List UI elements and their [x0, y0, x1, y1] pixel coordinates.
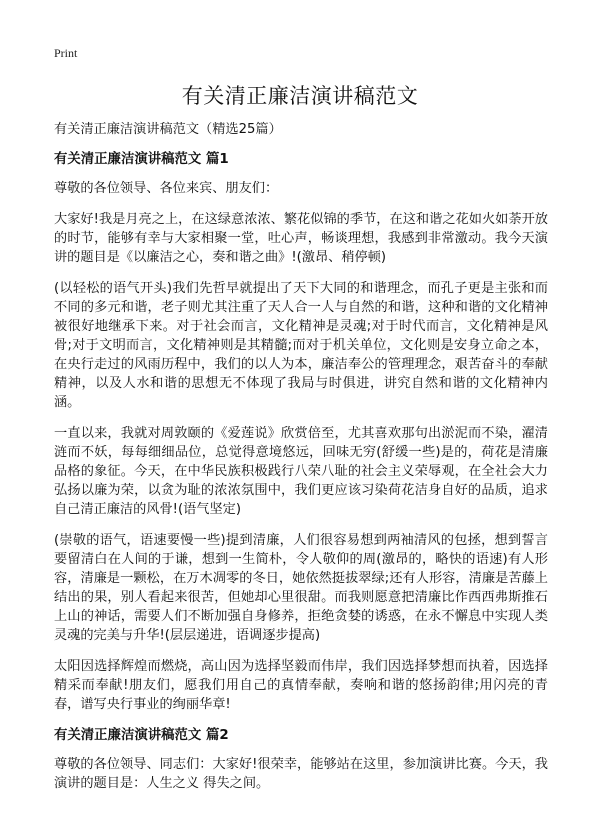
paragraph: 一直以来，我就对周敦颐的《爱莲说》欣赏倍至，尤其喜欢那句出淤泥而不染，濯清涟而不妖，每每细细品位，总觉得意境悠远，回味无穷(舒缓一些)是的，荷花是清廉品格的象征。今天，在中华民族积极践行八荣八耻的社会主义荣辱观，在全社会大力弘扬以廉为荣，以贪为耻的浓浓氛围中，我们更应该习染荷花洁身自好的品质，追求自己清正廉洁的风骨!(语气坚定): [54, 426, 548, 517]
paragraph: 尊敬的各位领导、同志们：大家好!很荣幸，能够站在这里，参加演讲比赛。今天，我演讲的题目是：人生之义 得失之间。: [54, 757, 548, 791]
paragraph: 尊敬的各位领导、各位来宾、朋友们：: [54, 181, 279, 196]
document-title: 有关清正廉洁演讲稿范文: [181, 84, 419, 108]
document-subtitle: 有关清正廉洁演讲稿范文（精选25篇）: [54, 122, 282, 137]
paragraph: (以轻松的语气开头)我们先哲早就提出了天下大同的和谐理念，而孔子更是主张和而不同的多元和谐，老子则尤其注重了天人合一人与自然的和谐，这种和谐的文化精神被很好地继承下来。对于社会而言，文化精神是灵魂;对于时代而言，文化精神是风骨;对于文明而言，文化精神则是其精髓;而对于机关单位，文化则是安身立命之本，在央行走过的风雨历程中，我们的以人为本，廉洁奉公的管理理念，艰苦奋斗的奉献精神，以及人水和谐的思想无不体现了我局与时俱进，讲究自然和谐的文化精神内涵。: [54, 281, 548, 410]
print-label: Print: [54, 46, 78, 60]
paragraph: 大家好!我是月亮之上，在这绿意浓浓、繁花似锦的季节，在这和谐之花如火如荼开放的时节，能够有幸与大家相聚一堂，吐心声，畅谈理想，我感到非常激动。我今天演讲的题目是《以廉洁之心，奏和谐之曲》!(激昂、稍停顿): [54, 212, 548, 265]
paragraph: (崇敬的语气，语速要慢一些)提到清廉，人们很容易想到两袖清风的包拯，想到誓言要留清白在人间的于谦，想到一生简朴，令人敬仰的周(激昂的，略快的语速)有人形容，清廉是一颗松，在万木凋零的冬日，她依然挺拔翠绿;还有人形容，清廉是苦藤上结出的果，别人看起来很苦，但她却心里很甜。而我则愿意把清廉比作西西弗斯推石上山的神话，需要人们不断加强自身修养，拒绝贪婪的诱惑，在永不懈息中实现人类灵魂的完美与升华!(层层递进，语调逐步提高): [54, 533, 548, 643]
section-heading: 有关清正廉洁演讲稿范文 篇1: [54, 152, 229, 167]
section-heading: 有关清正廉洁演讲稿范文 篇2: [54, 728, 229, 743]
document-body: [54, 120, 548, 805]
section-1: [54, 150, 548, 714]
section-2: [54, 726, 548, 793]
paragraph: 太阳因选择辉煌而燃烧，高山因为选择坚毅而伟岸，我们因选择梦想而执着，因选择精采而奉献!朋友们，愿我们用自己的真情奉献，奏响和谐的悠扬韵律;用闪亮的青春，谱写央行事业的绚丽华章!: [54, 659, 548, 712]
